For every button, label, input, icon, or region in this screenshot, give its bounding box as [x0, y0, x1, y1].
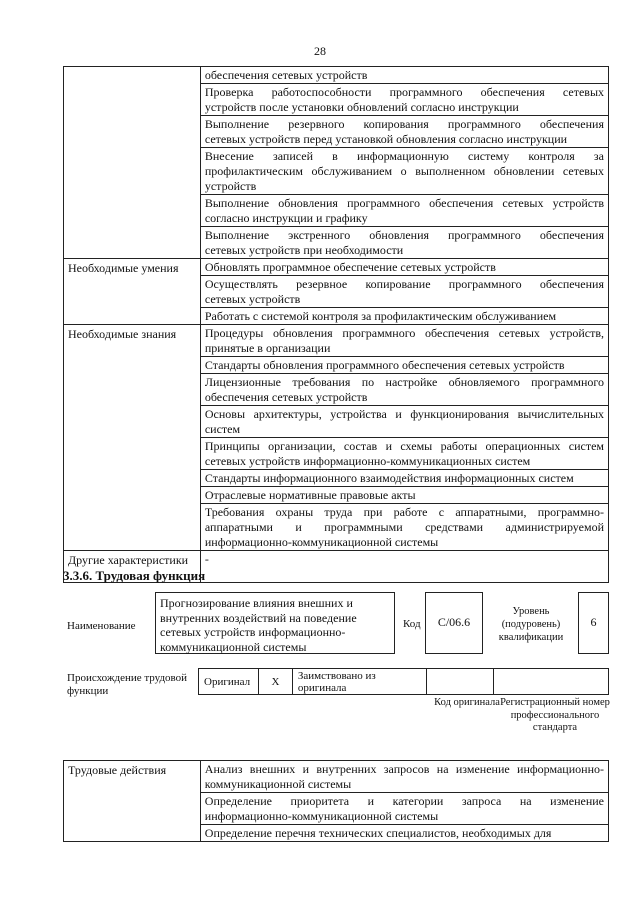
item-line: Отраслевые нормативные правовые акты	[204, 488, 416, 502]
item-line: согласно инструкции и графику	[204, 211, 368, 225]
item-line: Проверка работоспособности программного обеспечения сетевых	[204, 85, 604, 99]
row-item	[200, 357, 608, 374]
row-item	[200, 116, 608, 148]
row-item	[200, 308, 608, 325]
row-item	[200, 276, 608, 308]
row-item	[200, 825, 608, 842]
row-item	[200, 325, 608, 357]
item-line: сетевых устройств при необходимости	[204, 243, 404, 257]
item-line: коммуникационной системы	[204, 777, 352, 791]
item-line: Определение приоритета и категории запроса на изменение	[204, 794, 604, 808]
item-line: сетевых устройств информационно-коммуникационных систем	[204, 454, 531, 468]
original-code-cell	[426, 669, 494, 695]
item-line: Принципы организации, состав и схемы работы операционных систем	[204, 439, 604, 453]
row-label: Другие характеристики	[64, 551, 201, 583]
item-line: Выполнение экстренного обновления программного обеспечения	[204, 228, 604, 242]
row-label: Трудовые действия	[64, 761, 201, 842]
item-line: Анализ внешних и внутренних запросов на изменение информационно-	[204, 762, 604, 776]
item-line: Стандарты информационного взаимодействия информационных систем	[204, 471, 574, 485]
row-item	[200, 551, 608, 583]
row-item	[200, 67, 608, 84]
row-item	[200, 227, 608, 259]
row-item	[200, 84, 608, 116]
item-line: аппаратными и программными средствами администрируемой	[204, 520, 604, 534]
item-line: Выполнение обновления программного обеспечения сетевых устройств	[204, 196, 604, 210]
function-name: Прогнозирование влияния внешних и внутренних воздействий на поведение сетевых устройств информационно-коммуникационной системы	[155, 592, 395, 654]
item-line: Внесение записей в информационную систему контроля за	[204, 149, 604, 163]
row-item	[200, 195, 608, 227]
row-label: Необходимые знания	[64, 325, 201, 551]
item-line: обеспечения сетевых устройств	[204, 390, 368, 404]
row-item	[200, 470, 608, 487]
original-label: Оригинал	[199, 669, 259, 695]
item-line: сетевых устройств перед установкой обновления согласно инструкции	[204, 132, 568, 146]
row-item	[200, 504, 608, 551]
name-label: Наименование	[67, 620, 136, 632]
item-line: Обновлять программное обеспечение сетевых устройств	[204, 260, 496, 274]
item-line: информационно-коммуникационной системы	[204, 535, 439, 549]
row-item	[200, 438, 608, 470]
item-line: Требования охраны труда при работе с аппаратными, программно-	[204, 505, 604, 519]
competency-table	[63, 66, 609, 583]
table-row	[64, 325, 609, 357]
item-line: Определение перечня технических специалистов, необходимых для	[204, 826, 552, 840]
qualification-level-label: Уровень (подуровень) квалификации	[498, 606, 564, 643]
item-line: Основы архитектуры, устройства и функционирования вычислительных	[204, 407, 604, 421]
page-number: 28	[314, 44, 326, 58]
table-row	[64, 67, 609, 84]
table-row	[64, 761, 609, 793]
original-mark: X	[258, 669, 292, 695]
row-item	[200, 259, 608, 276]
item-line: обеспечения сетевых устройств	[204, 68, 368, 82]
row-item	[200, 148, 608, 195]
origin-label: Происхождение трудовой функции	[67, 672, 188, 697]
row-item	[200, 374, 608, 406]
row-item	[200, 761, 608, 793]
row-item	[200, 406, 608, 438]
item-line: профилактическим обслуживанием о выполненном обновлении сетевых	[204, 164, 604, 178]
registration-number-caption: Регистрационный номер профессионального стандарта	[500, 697, 610, 733]
item-line: Процедуры обновления программного обеспечения сетевых устройств,	[204, 326, 604, 340]
item-line: систем	[204, 422, 241, 436]
item-line: -	[204, 552, 209, 566]
registration-number-cell	[494, 669, 609, 695]
original-code-caption: Код оригинала	[434, 697, 500, 708]
labor-actions-table	[63, 760, 609, 842]
item-line: Стандарты обновления программного обеспечения сетевых устройств	[204, 358, 565, 372]
table-row	[64, 259, 609, 276]
row-label: Необходимые умения	[64, 259, 201, 325]
item-line: устройств	[204, 179, 257, 193]
item-line: Выполнение резервного копирования программного обеспечения	[204, 117, 604, 131]
item-line: принятые в организации	[204, 341, 331, 355]
item-line: Лицензионные требования по настройке обновляемого программного	[204, 375, 604, 389]
row-item	[200, 487, 608, 504]
borrowed-label: Заимствовано из оригинала	[292, 669, 426, 695]
row-item	[200, 793, 608, 825]
item-line	[205, 567, 604, 582]
section-heading: 3.3.6. Трудовая функция	[63, 568, 206, 583]
item-line: сетевых устройств	[204, 292, 301, 306]
item-line: Работать с системой контроля за профилактическим обслуживанием	[204, 309, 557, 323]
item-line: Осуществлять резервное копирование программного обеспечения	[204, 277, 604, 291]
function-code: C/06.6	[425, 592, 483, 654]
origin-table	[198, 668, 609, 695]
item-line: информационно-коммуникационной системы	[204, 809, 439, 823]
qualification-level-value: 6	[578, 592, 609, 654]
code-label: Код	[403, 618, 421, 630]
row-label	[64, 67, 201, 259]
item-line: устройств после установки обновлений согласно инструкции	[204, 100, 519, 114]
